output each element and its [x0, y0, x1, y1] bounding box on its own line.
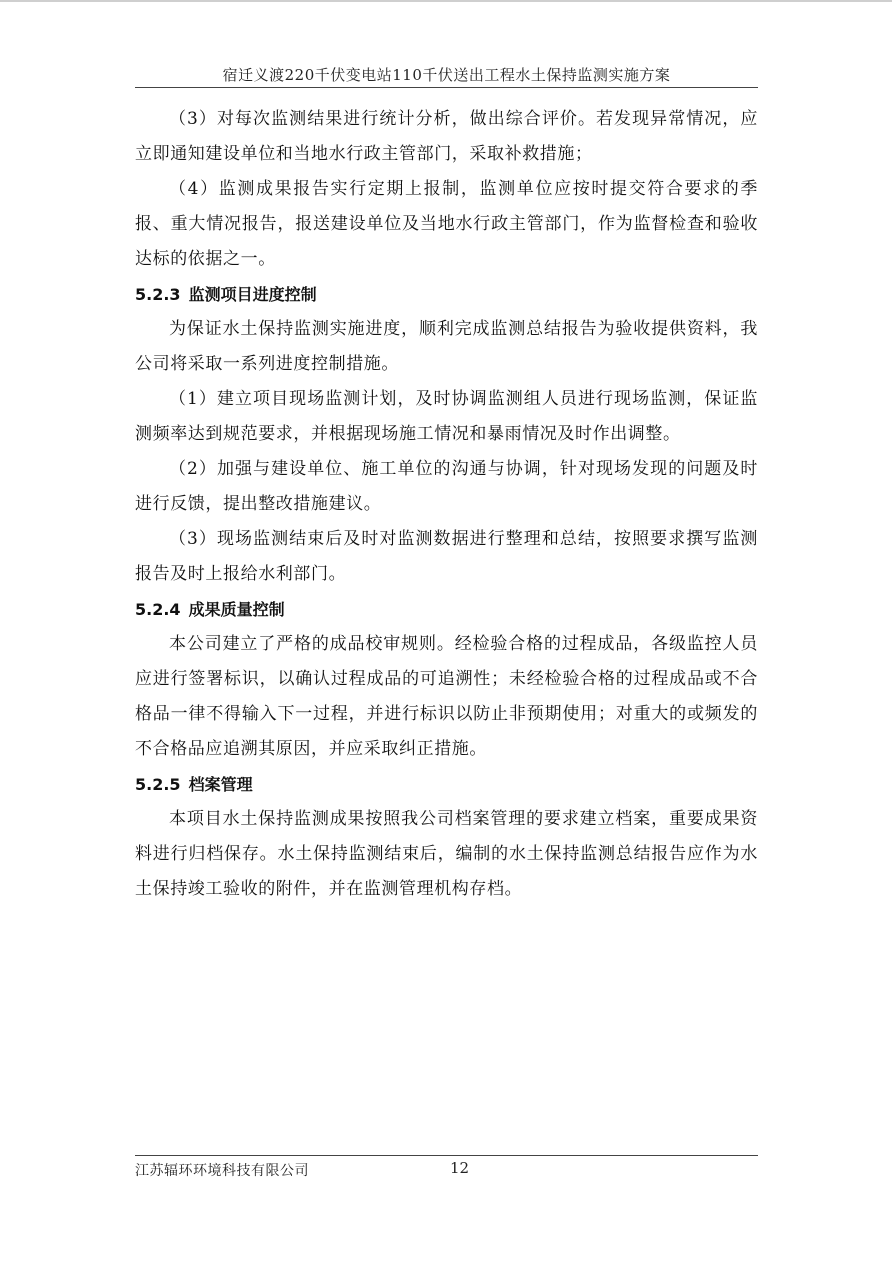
section-number: 5.2.3	[135, 285, 181, 304]
progress-item-1: （1）建立项目现场监测计划，及时协调监测组人员进行现场监测，保证监测频率达到规范要求，并根据现场施工情况和暴雨情况及时作出调整。	[135, 389, 758, 444]
section-title: 成果质量控制	[188, 600, 285, 619]
section-heading-5-2-5	[135, 767, 758, 802]
archive-management-paragraph: 本项目水土保持监测成果按照我公司档案管理的要求建立档案，重要成果资料进行归档保存。水土保持监测结束后，编制的水土保持监测总结报告应作为水土保持竣工验收的附件，并在监测管理机构存档。	[135, 809, 758, 899]
page-top-edge	[0, 0, 892, 2]
section-intro-paragraph: 为保证水土保持监测实施进度，顺利完成监测总结报告为验收提供资料，我公司将采取一系列进度控制措施。	[135, 319, 758, 374]
quality-control-paragraph: 本公司建立了严格的成品校审规则。经检验合格的过程成品，各级监控人员应进行签署标识，以确认过程成品的可追溯性；未经检验合格的过程成品或不合格品一律不得输入下一过程，并进行标识以防止非预期使用；对重大的或频发的不合格品应追溯其原因，并应采取纠正措施。	[135, 634, 758, 759]
footer-rule	[135, 1155, 758, 1156]
section-title: 监测项目进度控制	[188, 285, 317, 304]
page-number: 12	[450, 1159, 470, 1177]
section-number: 5.2.4	[135, 600, 181, 619]
header-rule	[135, 87, 758, 88]
section-heading-5-2-3	[135, 277, 758, 312]
page-body	[135, 102, 758, 907]
section-number: 5.2.5	[135, 775, 181, 794]
footer-company-name: 江苏辐环环境科技有限公司	[135, 1163, 309, 1179]
paragraph-item-3-analysis: （3）对每次监测结果进行统计分析，做出综合评价。若发现异常情况，应立即通知建设单位和当地水行政主管部门，采取补救措施；	[135, 109, 758, 164]
progress-item-3: （3）现场监测结束后及时对监测数据进行整理和总结，按照要求撰写监测报告及时上报给水利部门。	[135, 529, 758, 584]
section-title: 档案管理	[188, 775, 253, 794]
paragraph-item-4-reporting: （4）监测成果报告实行定期上报制，监测单位应按时提交符合要求的季报、重大情况报告，报送建设单位及当地水行政主管部门，作为监督检查和验收达标的依据之一。	[135, 179, 758, 269]
progress-item-2: （2）加强与建设单位、施工单位的沟通与协调，针对现场发现的问题及时进行反馈，提出整改措施建议。	[135, 459, 758, 514]
running-header: 宿迁义渡220千伏变电站110千伏送出工程水土保持监测实施方案	[222, 66, 671, 84]
section-heading-5-2-4	[135, 592, 758, 627]
